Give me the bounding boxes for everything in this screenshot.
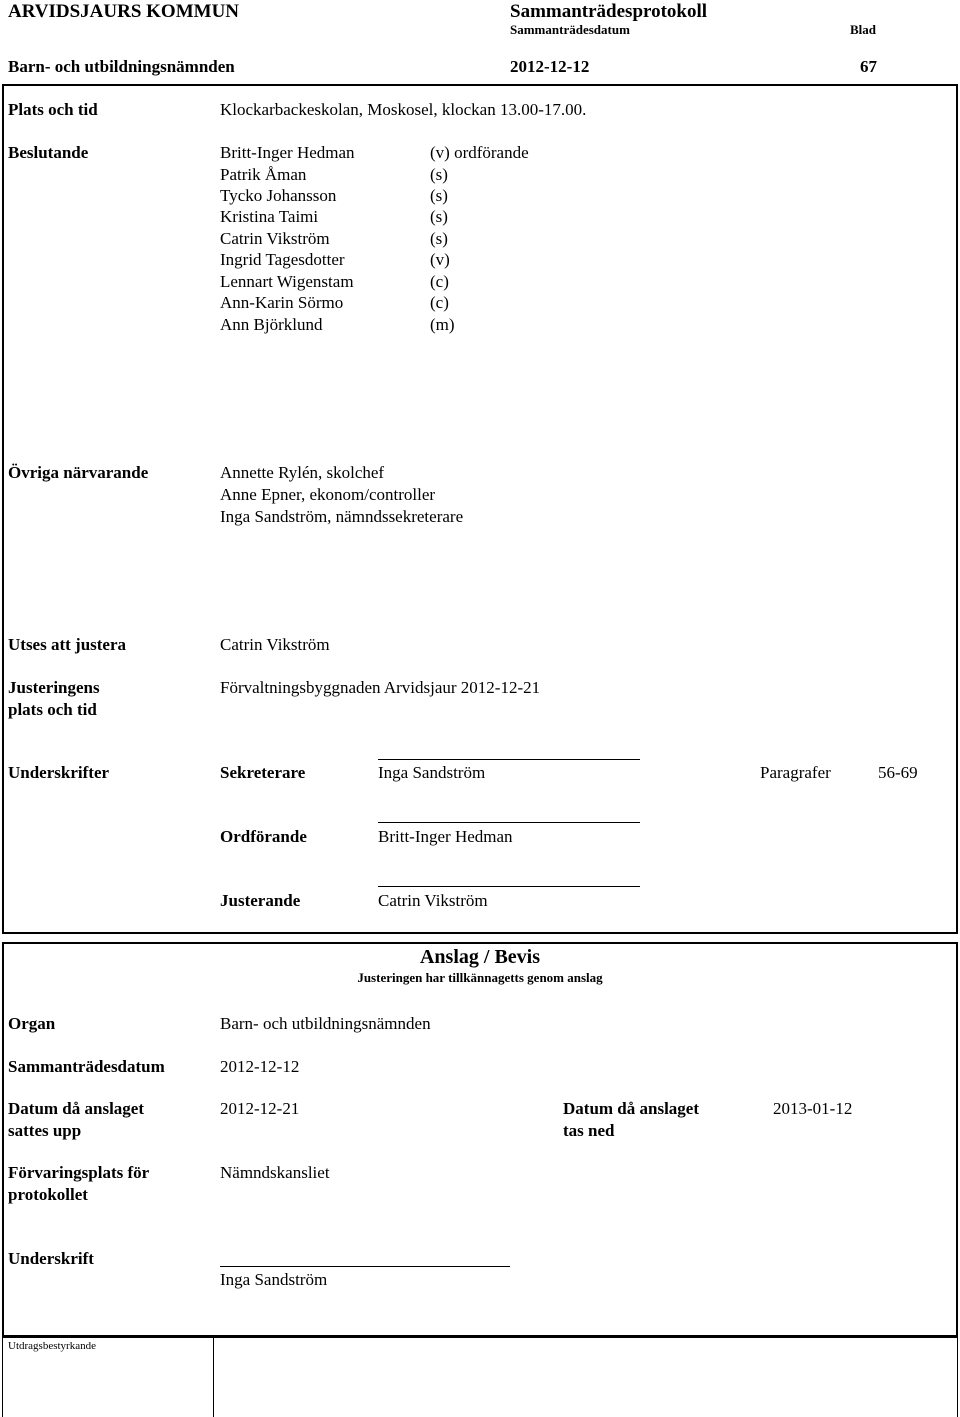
member-role: (s) [430,207,448,226]
adjusting-signature-line [378,886,640,887]
member-name: Catrin Vikström [220,229,330,248]
secretary-signature-line [378,759,640,760]
storage-label: Förvaringsplats för [8,1163,150,1182]
place-value: Klockarbackeskolan, Moskosel, klockan 13.00-17.00. [220,100,587,119]
paragraphs-value: 56-69 [878,763,918,782]
member-role: (c) [430,272,449,291]
adjusting-name: Catrin Vikström [378,891,488,910]
meeting-date: 2012-12-12 [510,57,590,76]
signatures-label: Underskrifter [8,763,110,782]
others-item: Anne Epner, ekonom/controller [220,485,436,504]
member-name: Ingrid Tagesdotter [220,250,345,269]
notice-subtitle: Justeringen har tillkännagetts genom anslag [357,970,603,985]
member-name: Britt-Inger Hedman [220,143,355,162]
adjust-place-value: Förvaltningsbyggnaden Arvidsjaur 2012-12-21 [220,678,541,697]
member-name: Patrik Åman [220,165,307,184]
notice-box [2,942,958,1337]
member-name: Lennart Wigenstam [220,272,354,291]
committee-name: Barn- och utbildningsnämnden [8,57,235,76]
footer-left-border [2,1337,3,1417]
member-role: (v) ordförande [430,143,529,162]
others-item: Inga Sandström, nämndssekreterare [220,507,464,526]
chair-label: Ordförande [220,827,307,846]
footer-top-line [2,1337,958,1338]
adjust-place-label-2: plats och tid [8,700,97,719]
notice-signature-line [220,1266,510,1267]
member-role: (v) [430,250,450,269]
page-label: Blad [850,22,877,37]
paragraphs-label: Paragrafer [760,763,831,782]
removed-label: Datum då anslaget [563,1099,700,1118]
extract-label: Utdragsbestyrkande [8,1340,96,1352]
adjuster-value: Catrin Vikström [220,635,330,654]
others-label: Övriga närvarande [8,463,149,482]
storage-value: Nämndskansliet [220,1163,330,1182]
page-number: 67 [860,57,877,76]
protocol-box [2,84,958,934]
member-name: Kristina Taimi [220,207,319,226]
secretary-name: Inga Sandström [378,763,486,782]
deciding-label: Beslutande [8,143,89,162]
chair-signature-line [378,822,640,823]
member-role: (s) [430,229,448,248]
notice-date-value: 2012-12-12 [220,1057,300,1076]
posted-value: 2012-12-21 [220,1099,300,1118]
notice-date-label: Sammanträdesdatum [8,1057,165,1076]
adjuster-label: Utses att justera [8,635,127,654]
municipality-name: ARVIDSJAURS KOMMUN [8,1,240,22]
footer-divider [213,1337,214,1417]
posted-label: Datum då anslaget [8,1099,145,1118]
chair-name: Britt-Inger Hedman [378,827,513,846]
member-name: Tycko Johansson [220,186,337,205]
member-role: (s) [430,165,448,184]
others-item: Annette Rylén, skolchef [220,463,385,482]
storage-label-2: protokollet [8,1185,88,1204]
document-type: Sammanträdesprotokoll [510,1,708,22]
removed-value: 2013-01-12 [773,1099,853,1118]
organ-label: Organ [8,1014,56,1033]
member-role: (m) [430,315,455,334]
member-role: (c) [430,293,449,312]
signature-label: Underskrift [8,1249,94,1268]
organ-value: Barn- och utbildningsnämnden [220,1014,431,1033]
adjusting-label: Justerande [220,891,301,910]
place-label: Plats och tid [8,100,98,119]
member-role: (s) [430,186,448,205]
footer-right-border [957,1337,958,1417]
notice-signature-name: Inga Sandström [220,1270,328,1289]
date-label: Sammanträdesdatum [510,22,630,37]
secretary-label: Sekreterare [220,763,306,782]
notice-title: Anslag / Bevis [419,946,541,968]
member-name: Ann-Karin Sörmo [220,293,344,312]
posted-label-2: sattes upp [8,1121,82,1140]
removed-label-2: tas ned [563,1121,615,1140]
adjust-place-label: Justeringens [8,678,100,697]
member-name: Ann Björklund [220,315,323,334]
